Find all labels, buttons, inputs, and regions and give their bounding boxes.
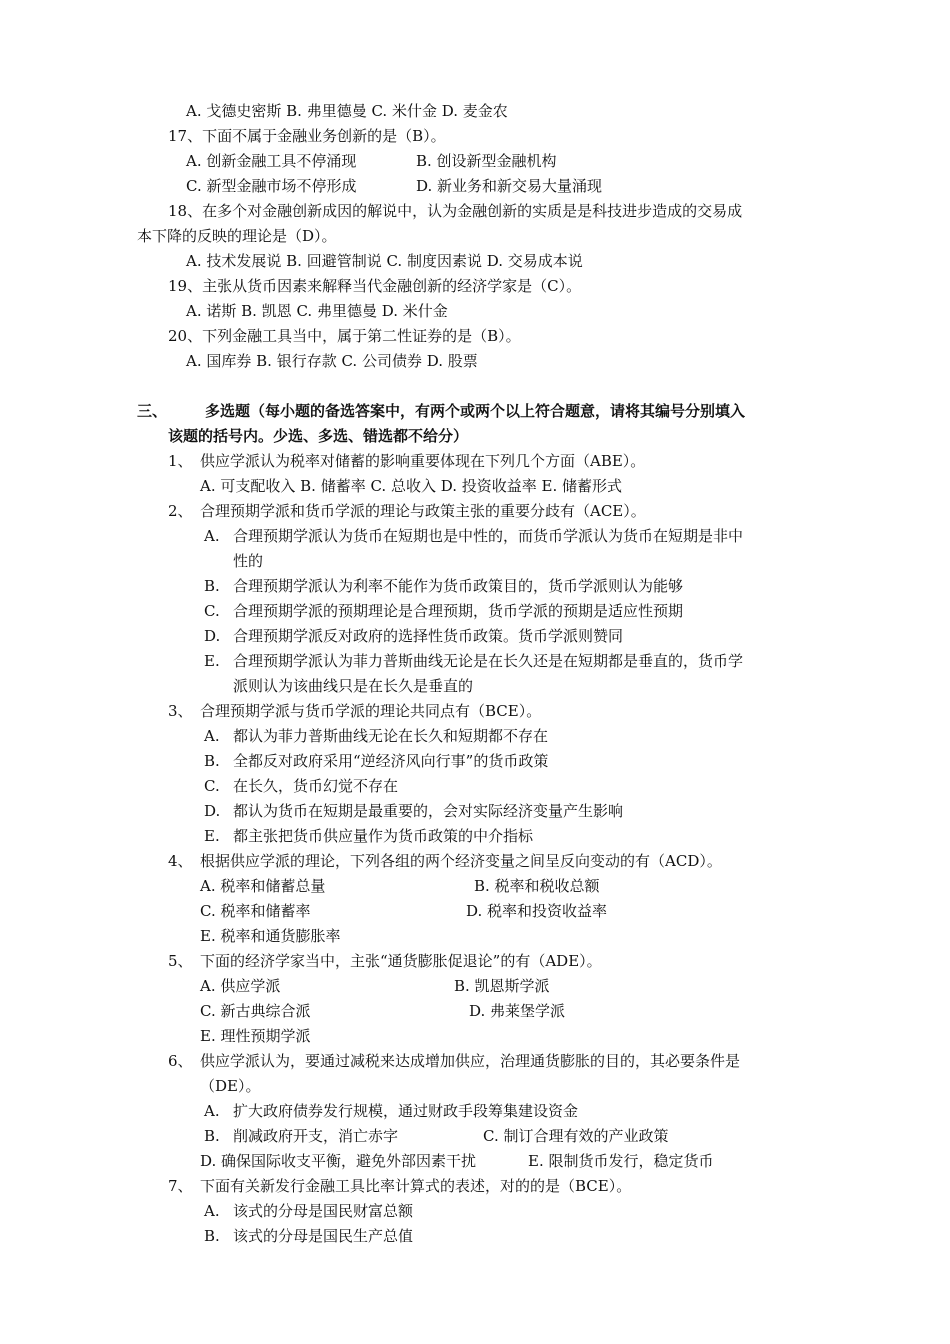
mq6-option-d: D. 确保国际收支平衡，避免外部因素干扰 <box>200 1152 477 1170</box>
mq4-option-b: B. 税率和税收总额 <box>474 877 600 895</box>
mq6-option-b-label: B. <box>204 1127 220 1145</box>
mq3-option-a-text: 都认为菲力普斯曲线无论在长久和短期都不存在 <box>233 727 549 745</box>
mq2-option-c-label: C. <box>204 602 220 620</box>
mq3-option-b-text: 全都反对政府采用“逆经济风向行事”的货币政策 <box>233 752 549 770</box>
mq7-number: 7、 <box>168 1177 193 1195</box>
mq7-option-a-label: A. <box>204 1202 220 1220</box>
mq2-option-e-text-cont: 派则认为该曲线只是在长久是垂直的 <box>233 677 474 695</box>
q16-options: A. 戈德史密斯 B. 弗里德曼 C. 米什金 D. 麦金农 <box>186 102 508 120</box>
mq5-option-e: E. 理性预期学派 <box>200 1027 311 1045</box>
mq3-option-d-label: D. <box>204 802 221 820</box>
q20-stem: 20、下列金融工具当中，属于第二性证券的是（B）。 <box>168 327 521 345</box>
mq6-stem: 供应学派认为，要通过减税来达成增加供应，治理通货膨胀的目的，其必要条件是 <box>200 1052 741 1070</box>
mq2-stem: 合理预期学派和货币学派的理论与政策主张的重要分歧有（ACE）。 <box>200 502 646 520</box>
mq5-number: 5、 <box>168 952 193 970</box>
mq3-stem: 合理预期学派与货币学派的理论共同点有（BCE）。 <box>200 702 542 720</box>
mq7-stem: 下面有关新发行金融工具比率计算式的表述，对的的是（BCE）。 <box>200 1177 632 1195</box>
q17-option-b: B. 创设新型金融机构 <box>416 152 557 170</box>
mq5-option-d: D. 弗莱堡学派 <box>469 1002 566 1020</box>
mq4-number: 4、 <box>168 852 193 870</box>
mq2-option-b-text: 合理预期学派认为利率不能作为货币政策目的，货币学派则认为能够 <box>233 577 684 595</box>
mq2-option-e-label: E. <box>204 652 220 670</box>
mq2-option-a-text: 合理预期学派认为货币在短期也是中性的，而货币学派认为货币在短期是非中 <box>233 527 744 545</box>
mq7-option-b-label: B. <box>204 1227 220 1245</box>
mq4-option-c: C. 税率和储蓄率 <box>200 902 311 920</box>
q17-option-c: C. 新型金融市场不停形成 <box>186 177 357 195</box>
mq6-option-e: E. 限制货币发行，稳定货币 <box>528 1152 714 1170</box>
mq4-option-e: E. 税率和通货膨胀率 <box>200 927 341 945</box>
mq6-stem-cont: （DE）。 <box>200 1077 261 1095</box>
q19-options: A. 诺斯 B. 凯恩 C. 弗里德曼 D. 米什金 <box>186 302 448 320</box>
q17-option-d: D. 新业务和新交易大量涌现 <box>416 177 603 195</box>
mq5-option-b: B. 凯恩斯学派 <box>454 977 550 995</box>
mq2-option-c-text: 合理预期学派的预期理论是合理预期，货币学派的预期是适应性预期 <box>233 602 684 620</box>
q18-stem: 18、在多个对金融创新成因的解说中，认为金融创新的实质是是科技进步造成的交易成 <box>168 202 743 220</box>
mq6-number: 6、 <box>168 1052 193 1070</box>
mq6-option-a-label: A. <box>204 1102 220 1120</box>
mq3-option-c-label: C. <box>204 777 220 795</box>
mq5-stem: 下面的经济学家当中，主张“通货膨胀促退论”的有（ADE）。 <box>200 952 602 970</box>
q19-stem: 19、主张从货币因素来解释当代金融创新的经济学家是（C）。 <box>168 277 582 295</box>
section-title: 多选题（每小题的备选答案中，有两个或两个以上符合题意，请将其编号分别填入 <box>205 402 746 420</box>
mq1-options: A. 可支配收入 B. 储蓄率 C. 总收入 D. 投资收益率 E. 储蓄形式 <box>200 477 622 495</box>
q17-option-a: A. 创新金融工具不停涌现 <box>186 152 357 170</box>
mq7-option-a-text: 该式的分母是国民财富总额 <box>233 1202 414 1220</box>
mq2-option-b-label: B. <box>204 577 220 595</box>
mq6-option-b-text: 削减政府开支，消亡赤字 <box>233 1127 399 1145</box>
mq2-option-a-text-cont: 性的 <box>233 552 264 570</box>
mq3-option-e-text: 都主张把货币供应量作为货币政策的中介指标 <box>233 827 534 845</box>
mq4-stem: 根据供应学派的理论，下列各组的两个经济变量之间呈反向变动的有（ACD）。 <box>200 852 722 870</box>
mq3-option-b-label: B. <box>204 752 220 770</box>
mq6-option-c: C. 制订合理有效的产业政策 <box>483 1127 669 1145</box>
q18-options: A. 技术发展说 B. 回避管制说 C. 制度因素说 D. 交易成本说 <box>186 252 583 270</box>
mq5-option-c: C. 新古典综合派 <box>200 1002 311 1020</box>
q20-options: A. 国库券 B. 银行存款 C. 公司债券 D. 股票 <box>186 352 478 370</box>
mq2-option-d-label: D. <box>204 627 221 645</box>
mq2-option-e-text: 合理预期学派认为菲力普斯曲线无论是在长久还是在短期都是垂直的，货币学 <box>233 652 744 670</box>
mq3-option-a-label: A. <box>204 727 220 745</box>
mq2-option-d-text: 合理预期学派反对政府的选择性货币政策。货币学派则赞同 <box>233 627 624 645</box>
mq3-number: 3、 <box>168 702 193 720</box>
q18-stem-cont: 本下降的反映的理论是（D）。 <box>137 227 337 245</box>
mq4-option-a: A. 税率和储蓄总量 <box>200 877 326 895</box>
mq1-stem: 供应学派认为税率对储蓄的影响重要体现在下列几个方面（ABE）。 <box>200 452 646 470</box>
mq2-option-a-label: A. <box>204 527 220 545</box>
mq4-option-d: D. 税率和投资收益率 <box>466 902 608 920</box>
mq2-number: 2、 <box>168 502 193 520</box>
mq1-number: 1、 <box>168 452 193 470</box>
mq3-option-e-label: E. <box>204 827 220 845</box>
mq5-option-a: A. 供应学派 <box>200 977 281 995</box>
q17-stem: 17、下面不属于金融业务创新的是（B）。 <box>168 127 446 145</box>
mq7-option-b-text: 该式的分母是国民生产总值 <box>233 1227 414 1245</box>
mq6-option-a-text: 扩大政府债券发行规模，通过财政手段筹集建设资金 <box>233 1102 579 1120</box>
section-number: 三、 <box>137 402 168 420</box>
mq3-option-d-text: 都认为货币在短期是最重要的，会对实际经济变量产生影响 <box>233 802 624 820</box>
mq3-option-c-text: 在长久，货币幻觉不存在 <box>233 777 399 795</box>
section-title-cont: 该题的括号内。少选、多选、错选都不给分） <box>168 427 469 445</box>
